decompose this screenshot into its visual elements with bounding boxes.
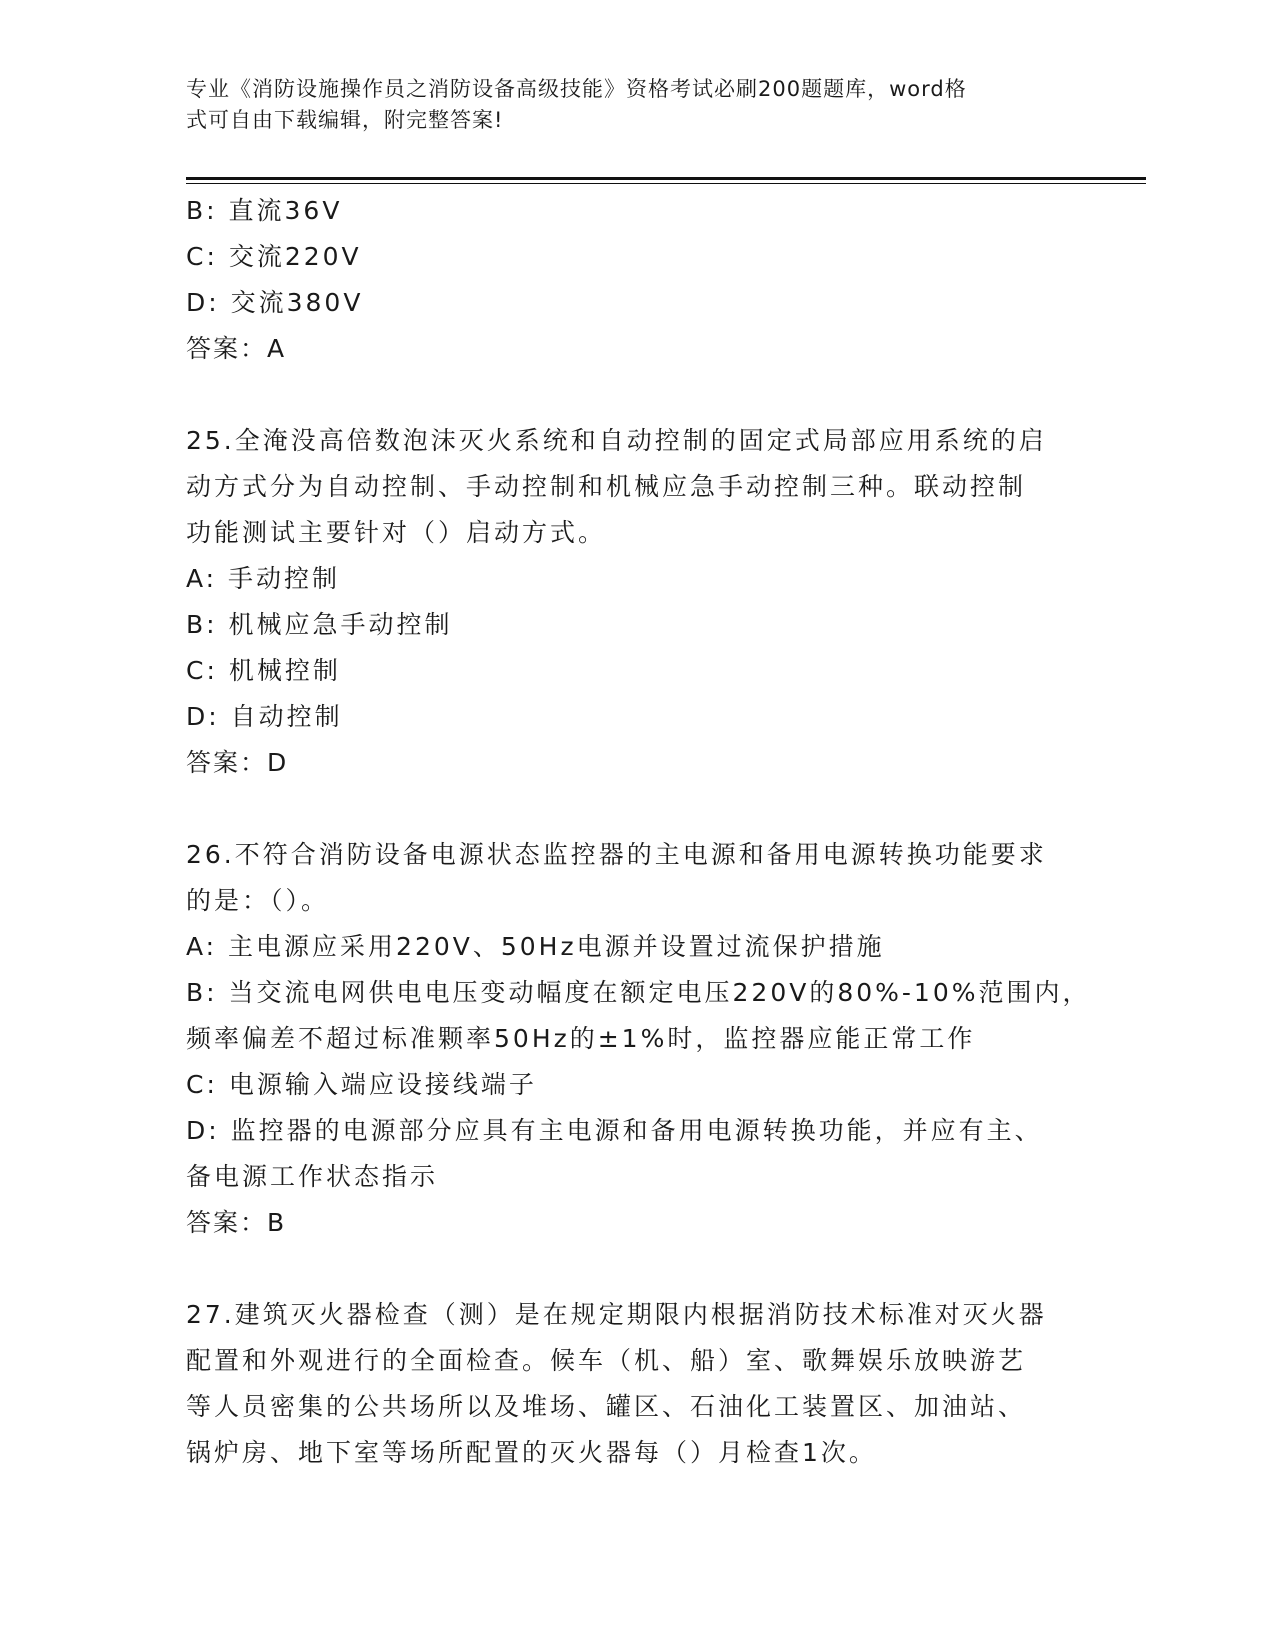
q26-option-d-line-1: D: 监控器的电源部分应具有主电源和备用电源转换功能，并应有主、 bbox=[186, 1116, 1043, 1145]
question-content bbox=[186, 188, 1091, 1476]
q25-stem-line-3: 功能测试主要针对（）启动方式。 bbox=[186, 518, 607, 547]
q25-stem-line-1: 25.全淹没高倍数泡沫灭火系统和自动控制的固定式局部应用系统的启 bbox=[186, 426, 1047, 455]
q27-stem-line-3: 等人员密集的公共场所以及堆场、罐区、石油化工装置区、加油站、 bbox=[186, 1392, 1027, 1421]
q27-stem-line-4: 锅炉房、地下室等场所配置的灭火器每（）月检查1次。 bbox=[186, 1438, 877, 1467]
header-line-1: 专业《消防设施操作员之消防设备高级技能》资格考试必刷200题题库，word格 bbox=[186, 77, 967, 101]
q24-option-c: C: 交流220V bbox=[186, 242, 362, 271]
q27-stem-line-2: 配置和外观进行的全面检查。候车（机、船）室、歌舞娱乐放映游艺 bbox=[186, 1346, 1027, 1375]
header-line-2: 式可自由下载编辑，附完整答案! bbox=[186, 108, 504, 132]
spacer bbox=[186, 786, 1086, 832]
q24-option-b: B: 直流36V bbox=[186, 196, 343, 225]
q25-stem-line-2: 动方式分为自动控制、手动控制和机械应急手动控制三种。联动控制 bbox=[186, 472, 1027, 501]
page-header bbox=[186, 74, 1066, 136]
question-27 bbox=[186, 1292, 1086, 1476]
question-25 bbox=[186, 418, 1086, 786]
spacer bbox=[186, 372, 1086, 418]
header-divider-thin bbox=[186, 183, 1146, 184]
q26-option-b-line-1: B: 当交流电网供电电压变动幅度在额定电压220V的80%-10%范围内， bbox=[186, 978, 1091, 1007]
q26-stem-line-2: 的是：（）。 bbox=[186, 886, 330, 915]
q25-option-a: A: 手动控制 bbox=[186, 564, 341, 593]
q25-option-b: B: 机械应急手动控制 bbox=[186, 610, 453, 639]
q25-answer: 答案：D bbox=[186, 748, 289, 777]
q26-stem-line-1: 26.不符合消防设备电源状态监控器的主电源和备用电源转换功能要求 bbox=[186, 840, 1047, 869]
q26-option-b-line-2: 频率偏差不超过标准颗率50Hz的±1%时，监控器应能正常工作 bbox=[186, 1024, 976, 1053]
question-26 bbox=[186, 832, 1091, 1246]
q24-option-d: D: 交流380V bbox=[186, 288, 364, 317]
q25-option-c: C: 机械控制 bbox=[186, 656, 341, 685]
q26-option-c: C: 电源输入端应设接线端子 bbox=[186, 1070, 537, 1099]
q24-answer: 答案：A bbox=[186, 334, 287, 363]
q27-stem-line-1: 27.建筑灭火器检查（测）是在规定期限内根据消防技术标准对灭火器 bbox=[186, 1300, 1047, 1329]
question-24-tail bbox=[186, 188, 1086, 372]
spacer bbox=[186, 1246, 1086, 1292]
q26-option-d-line-2: 备电源工作状态指示 bbox=[186, 1162, 439, 1191]
q25-option-d: D: 自动控制 bbox=[186, 702, 343, 731]
q26-answer: 答案：B bbox=[186, 1208, 287, 1237]
header-divider-thick bbox=[186, 177, 1146, 180]
q26-option-a: A: 主电源应采用220V、50Hz电源并设置过流保护措施 bbox=[186, 932, 885, 961]
